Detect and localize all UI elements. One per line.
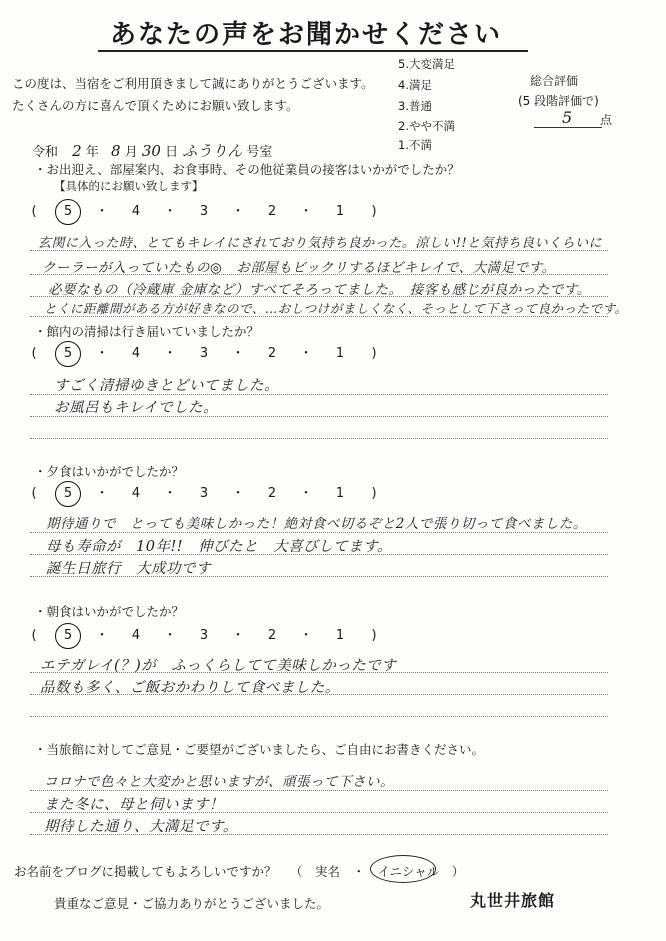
question-feedback: ・当旅館に対してご意見・ご要望がございましたら、ご自由にお書きください。	[34, 742, 485, 757]
scale-separator: (	[31, 204, 37, 219]
scale-separator: ・	[231, 628, 245, 643]
room-unit: 号室	[246, 145, 273, 160]
scale-service	[26, 200, 400, 219]
answer-rule	[30, 532, 608, 533]
scale-separator: ・	[231, 346, 245, 361]
rating-4: 4.満足	[398, 78, 432, 92]
answer-rule	[30, 438, 608, 439]
rating-1: 1.不満	[398, 138, 432, 152]
scale-option-1: 1	[335, 346, 345, 361]
scale-separator: (	[31, 628, 37, 643]
scale-option-4: 4	[131, 204, 141, 219]
title-underline	[98, 50, 528, 52]
answer-breakfast-1: エテガレイ(？)が ふっくらしてて美味しかったです	[40, 658, 397, 674]
blog-options: （ 実名 ・ イニシャル ）	[290, 864, 465, 879]
answer-cleaning-1: すごく清掃ゆきとどいてました。	[54, 378, 279, 394]
scale-separator: )	[371, 486, 377, 501]
scale-option-5-selected: 5	[60, 486, 76, 501]
scale-separator: (	[31, 486, 37, 501]
answer-rule	[30, 790, 608, 791]
answer-feedback-1: コロナで色々と大変かと思いますが、頑張って下さい。	[44, 774, 394, 790]
scale-separator: ・	[163, 204, 177, 219]
scale-option-1: 1	[335, 628, 345, 643]
scale-separator: ・	[231, 204, 245, 219]
scale-separator: ・	[231, 486, 245, 501]
scale-separator: ・	[95, 628, 109, 643]
stay-date	[32, 140, 272, 161]
date-month: 8	[111, 142, 121, 160]
date-day-unit: 日	[165, 145, 179, 160]
answer-feedback-3: 期待した通り、大満足です。	[44, 819, 238, 835]
scale-option-3: 3	[199, 486, 209, 501]
answer-rule	[30, 716, 608, 717]
room-name: ふうりん	[182, 142, 243, 160]
initial-selected-circle	[370, 855, 436, 883]
overall-sublabel: (5 段階評価で)	[518, 94, 599, 108]
answer-service-3: 必要なもの（冷蔵庫 金庫など）すべてそろってました。 接客も感じが良かったです。	[48, 282, 591, 298]
scale-option-5-selected: 5	[60, 628, 76, 643]
scale-separator: ・	[95, 346, 109, 361]
date-day: 30	[141, 142, 161, 160]
answer-dinner-3: 誕生日旅行 大成功です	[46, 561, 211, 577]
date-year-unit: 年	[85, 145, 99, 160]
overall-score-unit: 点	[600, 113, 613, 127]
overall-score: 5	[562, 108, 573, 127]
scale-separator: ・	[163, 346, 177, 361]
scale-separator: ・	[163, 628, 177, 643]
form-title: あなたの声をお聞かせください	[110, 20, 503, 50]
question-dinner: ・夕食はいかがでしたか？	[34, 464, 185, 479]
scale-separator: ・	[95, 204, 109, 219]
blog-question: お名前をブログに掲載してもよろしいですか？	[14, 864, 277, 879]
date-era: 令和	[32, 145, 59, 160]
rating-5: 5.大変満足	[398, 57, 455, 71]
scale-dinner	[26, 482, 400, 501]
intro-line-2: たくさんの方に喜んで頂くためにお願い致します。	[12, 98, 299, 113]
scale-option-2: 2	[267, 204, 277, 219]
scale-separator: ・	[299, 204, 313, 219]
answer-dinner-2: 母も寿命が 10年!! 伸びたと 大喜びしてます。	[46, 539, 392, 555]
scale-cleaning	[26, 342, 400, 361]
question-service: ・お出迎え、部屋案内、お食事時、その他従業員の接客はいかがでしたか？	[34, 162, 460, 177]
answer-cleaning-2: お風呂もキレイでした。	[54, 400, 219, 416]
scale-option-3: 3	[199, 346, 209, 361]
scale-separator: )	[371, 346, 377, 361]
date-month-unit: 月	[124, 145, 138, 160]
scale-separator: ・	[299, 486, 313, 501]
scale-separator: )	[371, 204, 377, 219]
answer-service-2: クーラーが入っていたもの◎ お部屋もビックリするほどキレイで、大満足です。	[42, 260, 556, 276]
scale-option-4: 4	[131, 486, 141, 501]
question-breakfast: ・朝食はいかがでしたか？	[34, 604, 185, 619]
rating-3: 3.普通	[398, 99, 432, 113]
scale-option-5-selected: 5	[60, 346, 76, 361]
scale-option-2: 2	[267, 628, 277, 643]
scale-option-4: 4	[131, 346, 141, 361]
intro-line-1: この度は、当宿をご利用頂きまして誠にありがとうございます。	[12, 76, 374, 91]
answer-service-1: 玄関に入った時、とてもキレイにされており気持ち良かった。涼しい!!と気持ち良いくらいに	[38, 236, 603, 251]
scale-separator: ・	[95, 486, 109, 501]
scale-separator: (	[31, 346, 37, 361]
scale-option-4: 4	[131, 628, 141, 643]
ryokan-name: 丸世井旅館	[470, 891, 556, 910]
question-service-subhead: 【具体的にお願い致します】	[54, 179, 204, 193]
answer-breakfast-2: 品数も多く、ご飯おかわりして食べました。	[40, 680, 340, 696]
scale-separator: )	[371, 628, 377, 643]
answer-dinner-1: 期待通りで とっても美味しかった！絶対食べ切るぞと2人で張り切って食べました。	[46, 516, 587, 532]
answer-feedback-2: また冬に、母と伺います！	[44, 797, 224, 813]
date-year: 2	[72, 142, 82, 160]
scale-option-2: 2	[267, 486, 277, 501]
scale-separator: ・	[299, 628, 313, 643]
scale-option-1: 1	[335, 204, 345, 219]
scale-option-5-selected: 5	[60, 204, 76, 219]
scale-separator: ・	[299, 346, 313, 361]
scale-separator: ・	[163, 486, 177, 501]
answer-service-4: とくに距離間がある方が好きなので、…おしつけがましくなく、そっとして下さって良かったです。	[44, 301, 628, 316]
thanks-message: 貴重なご意見・ご協力ありがとうございました。	[54, 896, 330, 911]
scale-option-1: 1	[335, 486, 345, 501]
question-cleaning: ・館内の清掃は行き届いていましたか？	[34, 324, 260, 339]
scale-option-3: 3	[199, 204, 209, 219]
overall-label: 総合評価	[530, 74, 579, 88]
scale-option-3: 3	[199, 628, 209, 643]
scale-option-2: 2	[267, 346, 277, 361]
rating-2: 2.やや不満	[398, 119, 455, 133]
scale-breakfast	[26, 624, 400, 643]
score-underline	[534, 127, 602, 128]
